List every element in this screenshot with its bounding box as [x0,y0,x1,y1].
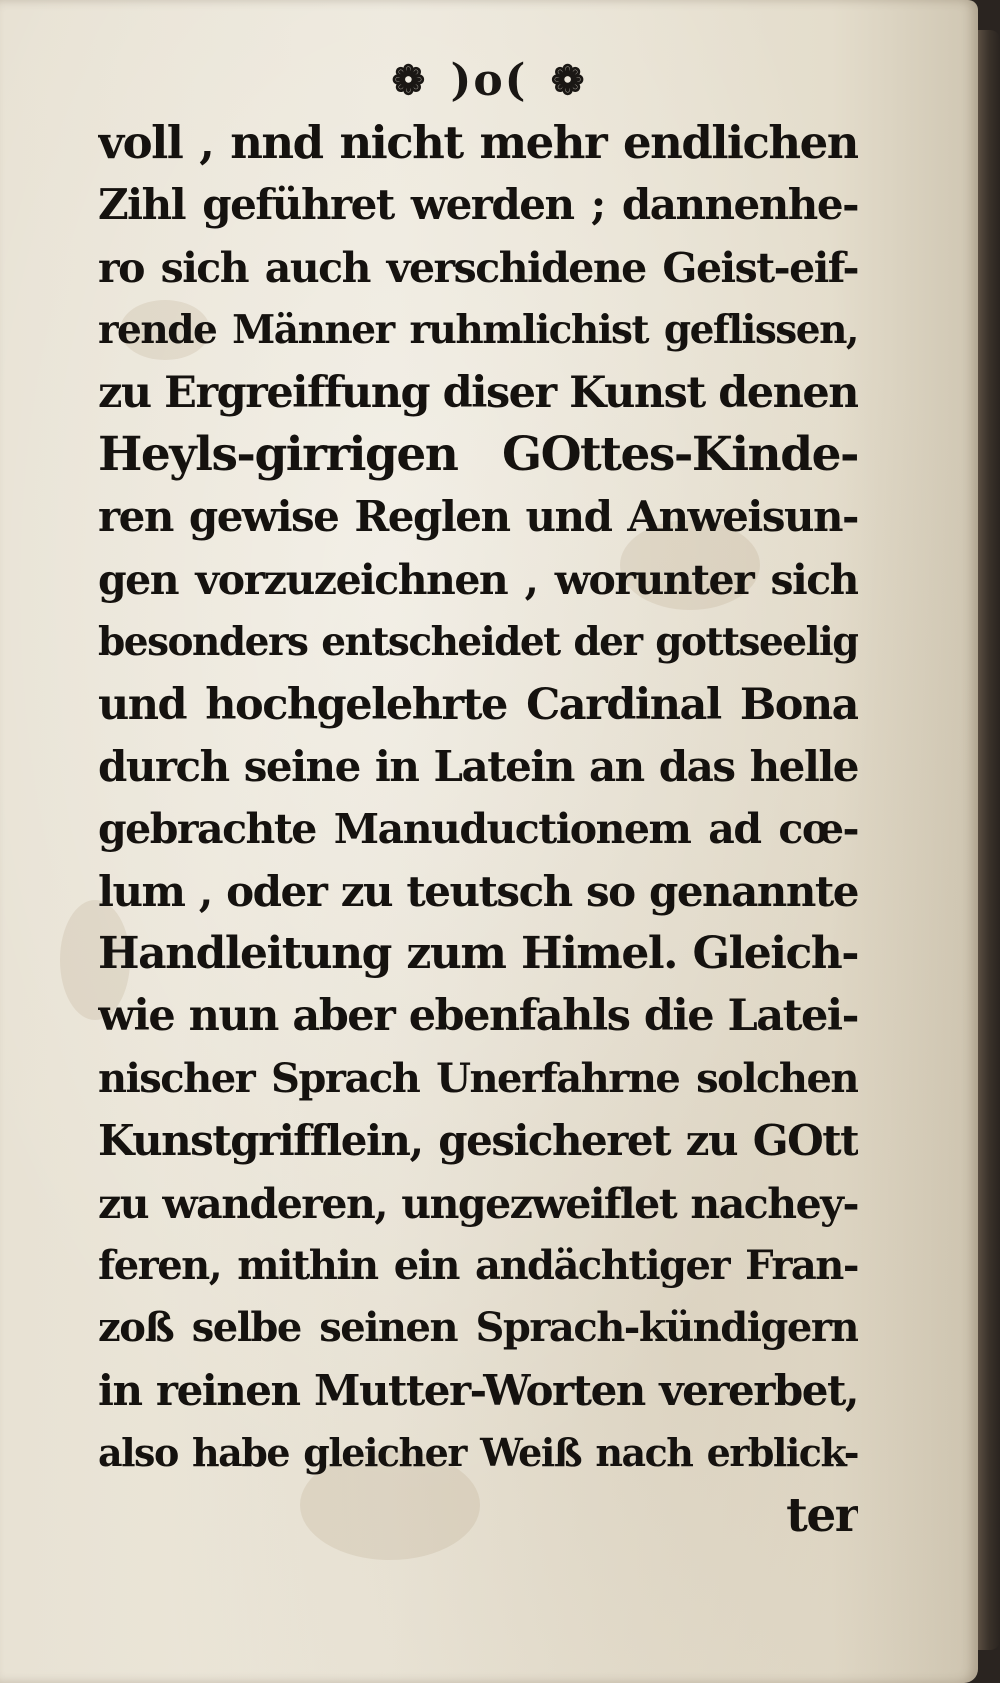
book-edge [978,30,1000,1650]
text-line: besonders entscheidet der gottseelig [98,619,858,666]
page-marker: )o( [450,55,528,106]
text-line: nischer Sprach Unerfahrne solchen [98,1054,858,1102]
text-line: gen vorzuzeichnen , worunter sich [98,555,858,604]
text-line: Heyls-girrigen GOttes-Kinde- [98,426,858,482]
page-header [0,52,978,106]
text-line: durch seine in Latein an das helle [98,741,858,791]
text-line: und hochgelehrte Cardinal Bona [98,679,858,730]
text-line: zoß selbe seinen Sprach-kündigern [98,1304,858,1352]
body-text [98,112,858,1547]
text-line: Zihl geführet werden ; dannenhe- [98,180,858,230]
text-line: lum , oder zu teutsch so genannte [98,866,858,916]
text-line: voll , nnd nicht mehr endlichen [98,116,858,169]
text-line: rende Männer ruhmlichist geflissen, [98,307,858,354]
text-line: Handleitung zum Himel. Gleich- [98,928,858,980]
text-line: wie nun aber ebenfahls die Latei- [98,991,858,1042]
text-line: zu Ergreiffung diser Kunst denen [98,367,858,418]
flower-ornament-icon: ❁ [391,57,428,104]
text-line: ro sich auch verschidene Geist-eif- [98,243,858,292]
flower-ornament-icon: ❁ [550,57,587,104]
text-line: also habe gleicher Weiß nach erblick- [98,1430,858,1476]
text-line: feren, mithin ein andächtiger Fran- [98,1242,858,1290]
catchword: ter [786,1487,858,1543]
text-line: in reinen Mutter-Worten vererbet, [98,1365,858,1415]
text-line: zu wanderen, ungezweiflet nachey- [98,1179,858,1228]
text-line: ren gewise Reglen und Anweisun- [98,492,858,542]
text-line: gebrachte Manuductionem ad cœ- [98,805,858,854]
text-line: Kunstgrifflein, gesicheret zu GOtt [98,1116,858,1166]
